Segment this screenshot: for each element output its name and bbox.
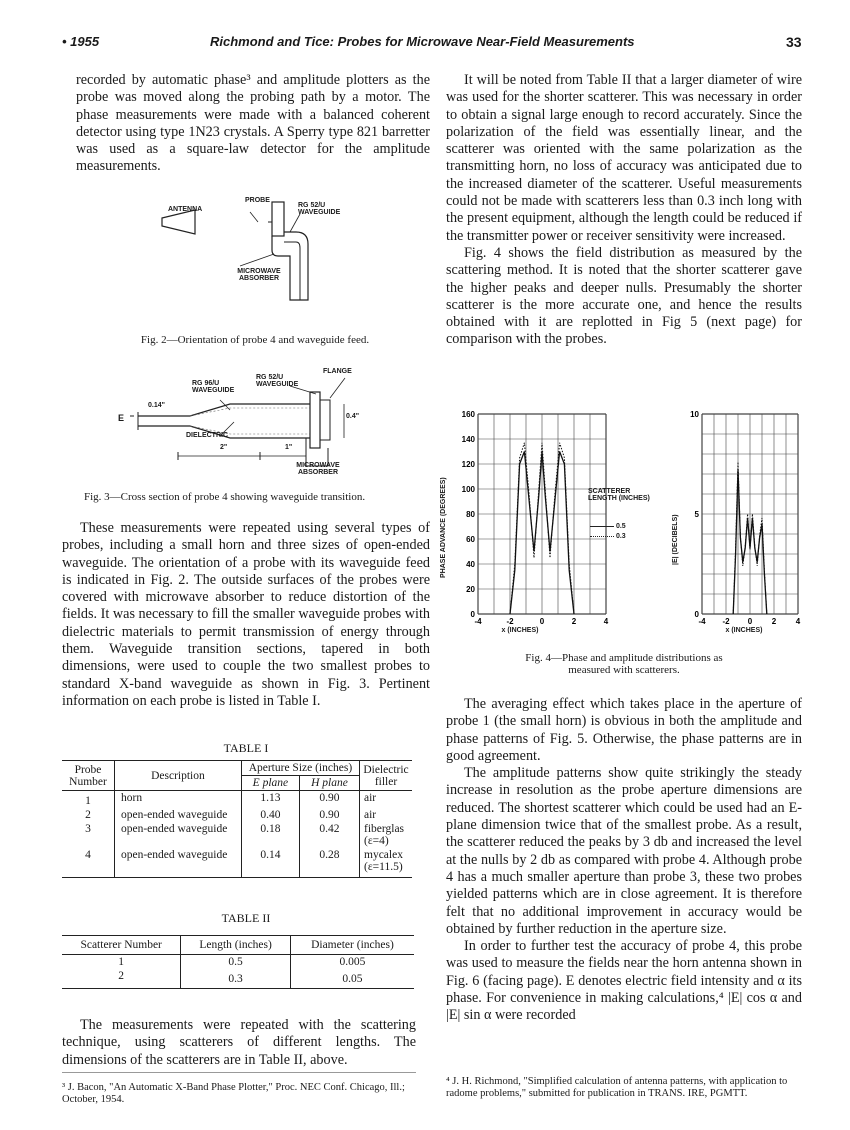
- x-tick-label: -4: [474, 617, 482, 626]
- scatterer-diameter: 0.05: [342, 972, 363, 985]
- h-plane: 0.42: [299, 822, 359, 848]
- x-tick-label: 0: [747, 617, 753, 626]
- th-probe: Probe Number: [62, 761, 115, 791]
- fig2-antenna-label: ANTENNA: [168, 206, 203, 213]
- probe-number: 2: [62, 808, 115, 822]
- scatterer-number: 2: [62, 969, 181, 989]
- left-para-1: [76, 72, 430, 176]
- dielectric-filler: air: [364, 809, 377, 821]
- left-para-2: [62, 520, 430, 710]
- y-tick-label: 120: [461, 460, 475, 469]
- fig3-flange-label: FLANGE: [323, 368, 352, 375]
- paragraph: It will be noted from Table II that a larger diameter of wire was used for the shorter scatterer. This was necessary in order to obtain a signal large enough to record accurately. Since the polarization of the field was essentially linear, and the scatterer was oriented with the same polarization as the transmitting horn, no loss of accuracy was anticipated due to the increased diameter of the scatterer. Useful measurements could not be made with scatterers less than 0.3 inch long with the present equipment, although the length could be reduced if the transmitter power or receiver sensitivity were increased.: [446, 72, 802, 244]
- e-plane: 0.40: [241, 808, 299, 822]
- th-eplane: E plane: [241, 776, 299, 791]
- legend-solid-label: 0.5: [615, 523, 626, 530]
- table-1: [62, 760, 412, 878]
- th-length: Length (inches): [181, 936, 291, 955]
- dielectric-filler: mycalex (ε=11.5): [364, 849, 403, 873]
- th-diel: Dielectric filler: [363, 763, 409, 788]
- fig3-rg96-label: RG 96/U WAVEGUIDE: [192, 380, 235, 394]
- fig4-caption-1: Fig. 4—Phase and amplitude distributions as: [525, 652, 723, 664]
- paragraph: The averaging effect which takes place in the aperture of probe 1 (the small horn) is obvious in both the amplitude and phase patterns of Fig. 5. Otherwise, the phase patterns are in good agreement.: [446, 696, 802, 764]
- dielectric-filler: fiberglas (ε=4): [364, 823, 405, 847]
- probe-number: 1: [62, 791, 115, 809]
- phase-ylabel: PHASE ADVANCE (DEGREES): [440, 477, 447, 579]
- fig3-dim014: 0.14": [148, 402, 165, 409]
- running-title: Richmond and Tice: Probes for Microwave Near-Field Measurements: [210, 34, 635, 49]
- probe-number: 3: [62, 822, 115, 848]
- fig3-caption: Fig. 3—Cross section of probe 4 showing waveguide transition.: [84, 491, 366, 503]
- y-tick-label: 160: [461, 410, 475, 419]
- h-plane: 0.90: [299, 808, 359, 822]
- fig3-rg52-label: RG 52/U WAVEGUIDE: [256, 374, 299, 388]
- y-tick-label: 10: [690, 410, 699, 419]
- fig3-dim1: 1": [285, 444, 293, 451]
- probe-description: open-ended waveguide: [115, 822, 242, 848]
- fig2-caption: Fig. 2—Orientation of probe 4 and waveguide feed.: [140, 334, 370, 346]
- right-text-top: [446, 72, 802, 349]
- x-tick-label: 4: [603, 617, 609, 626]
- probe-number: 4: [62, 848, 115, 878]
- x-tick-label: -2: [506, 617, 514, 626]
- fig2-absorber-label: MICROWAVE ABSORBER: [237, 268, 281, 282]
- footnote-rule-left: [62, 1072, 416, 1073]
- scatterer-length: 0.5: [181, 955, 291, 970]
- x-tick-label: 2: [771, 617, 777, 626]
- footnote-3: ³ J. Bacon, "An Automatic X-Band Phase Plotter," Proc. NEC Conf. Chicago, Ill.; October, 1954.: [62, 1082, 405, 1105]
- table2-title: TABLE II: [221, 911, 271, 925]
- dielectric-filler: air: [364, 792, 377, 804]
- y-tick-label: 0: [694, 610, 699, 619]
- x-tick-label: -2: [722, 617, 730, 626]
- y-tick-label: 80: [466, 510, 475, 519]
- paragraph: recorded by automatic phase³ and amplitude plotters as the probe was moved along the probing path by a motor. The phase measurements were made with a balanced coherent detector using type 1N23 crystals. A Sperry type 821 barretter was used as a square-law detector for the amplitude measurements.: [76, 72, 430, 175]
- phase-xlabel: x (INCHES): [501, 627, 539, 634]
- x-tick-label: 0: [539, 617, 545, 626]
- page-number: 33: [786, 34, 802, 50]
- table-row: [62, 848, 412, 878]
- table-row: [62, 808, 412, 822]
- legend-dotted: [590, 533, 626, 540]
- table-row: [62, 791, 412, 809]
- h-plane: 0.90: [299, 791, 359, 809]
- x-tick-label: -4: [698, 617, 706, 626]
- fig3-dim04: 0.4": [346, 413, 360, 420]
- th-diameter: Diameter (inches): [311, 939, 394, 951]
- amp-xlabel: x (INCHES): [725, 627, 763, 634]
- table-row: [62, 822, 412, 848]
- table1-title: TABLE I: [223, 741, 269, 755]
- table-row: [62, 955, 414, 970]
- fig2-probe-label: PROBE: [245, 197, 270, 204]
- paragraph: In order to further test the accuracy of probe 4, this probe was used to measure the fields near the horn antenna shown in Fig. 6 (facing page). E denotes electric field intensity and α its phase. For convenience in making calculations,⁴ |E| cos α and |E| sin α were recorded: [446, 938, 802, 1024]
- fig2-waveguide-label: RG 52/U WAVEGUIDE: [298, 202, 341, 216]
- fig3-absorber-label: MICROWAVE ABSORBER: [296, 462, 340, 476]
- th-hplane: H plane: [299, 776, 359, 791]
- y-tick-label: 40: [466, 560, 475, 569]
- th-desc: Description: [115, 761, 242, 791]
- h-plane: 0.28: [299, 848, 359, 878]
- fig3-dim2: 2": [220, 444, 228, 451]
- legend-title: SCATTERER LENGTH (INCHES): [588, 488, 650, 502]
- legend-solid: [590, 523, 626, 530]
- y-tick-label: 60: [466, 535, 475, 544]
- year: • 1955: [62, 34, 100, 49]
- x-tick-label: 2: [571, 617, 577, 626]
- e-plane: 1.13: [241, 791, 299, 809]
- paragraph: The amplitude patterns show quite strikingly the steady increase in resolution as the probe aperture dimensions are reduced. The shortest scatterer which could be used had an E-plane dimension twice that of the smallest probe. As a result, the scatterer reduced the peaks by 3 db and increased the level at the nulls by 2 db as compared with probe 4. Although probe 4 has a much smaller aperture than probe 3, these two probes yielded patterns which are in close agreement. It is therefore felt that no additional improvement in accuracy would be obtained by further reduction in the aperture size.: [446, 765, 802, 937]
- y-tick-label: 5: [694, 510, 699, 519]
- probe-description: horn: [115, 791, 242, 809]
- legend-dotted-label: 0.3: [615, 533, 626, 540]
- table-row: [62, 969, 414, 989]
- fig3-e-label: E: [118, 413, 125, 423]
- y-tick-label: 100: [461, 485, 475, 494]
- scatterer-number: 1: [62, 955, 181, 970]
- fig3-dielectric-label: DIELECTRIC: [186, 432, 228, 439]
- scatterer-diameter: 0.005: [339, 956, 366, 968]
- footnote-4: ⁴ J. H. Richmond, "Simplified calculation of antenna patterns, with application to radome problems," submitted for publication in TRANS. IRE, PGMTT.: [446, 1076, 788, 1099]
- y-tick-label: 0: [470, 610, 475, 619]
- scatterer-length: 0.3: [181, 969, 291, 989]
- probe-description: open-ended waveguide: [115, 848, 242, 878]
- probe-description: open-ended waveguide: [115, 808, 242, 822]
- amp-ylabel: |E| (DECIBELS): [672, 514, 679, 566]
- e-plane: 0.18: [241, 822, 299, 848]
- paragraph: The measurements were repeated with the scattering technique, using scatterers of different lengths. The dimensions of the scatterers are in Table II, above.: [62, 1017, 416, 1068]
- paragraph: These measurements were repeated using several types of probes, including a small horn and three sizes of open-ended waveguide. The orientation of a probe with its waveguide feed is indicated in Fig. 2. The outside surfaces of the probes were covered with microwave absorber to reduce distortion of the fields. It was necessary to fill the smaller waveguide probes with dielectric materials to permit transmission of energy through them. Waveguide transition sections, tapered in both dimensions, were used to couple the two smallest probes to standard X-band waveguide as shown in Fig. 3. Pertinent information on each probe is listed in Table I.: [62, 520, 430, 709]
- y-tick-label: 140: [461, 435, 475, 444]
- table-2: [62, 935, 414, 989]
- fig4-caption-2: measured with scatterers.: [568, 664, 680, 676]
- th-aperture: Aperture Size (inches): [241, 761, 359, 776]
- x-tick-label: 4: [795, 617, 801, 626]
- paragraph: Fig. 4 shows the field distribution as measured by the scattering method. It is noted that the shorter scatterer gave the higher peaks and deeper nulls. Presumably the shorter scatterer is the more accurate one, and hence the results obtained with it are replotted in Fig 5 (next page) for comparison with the probes.: [446, 244, 802, 348]
- right-text-bottom: [446, 696, 802, 1025]
- y-tick-label: 20: [466, 585, 475, 594]
- left-para-3: [62, 1017, 416, 1069]
- e-plane: 0.14: [241, 848, 299, 878]
- th-scatterer: Scatterer Number: [62, 936, 181, 955]
